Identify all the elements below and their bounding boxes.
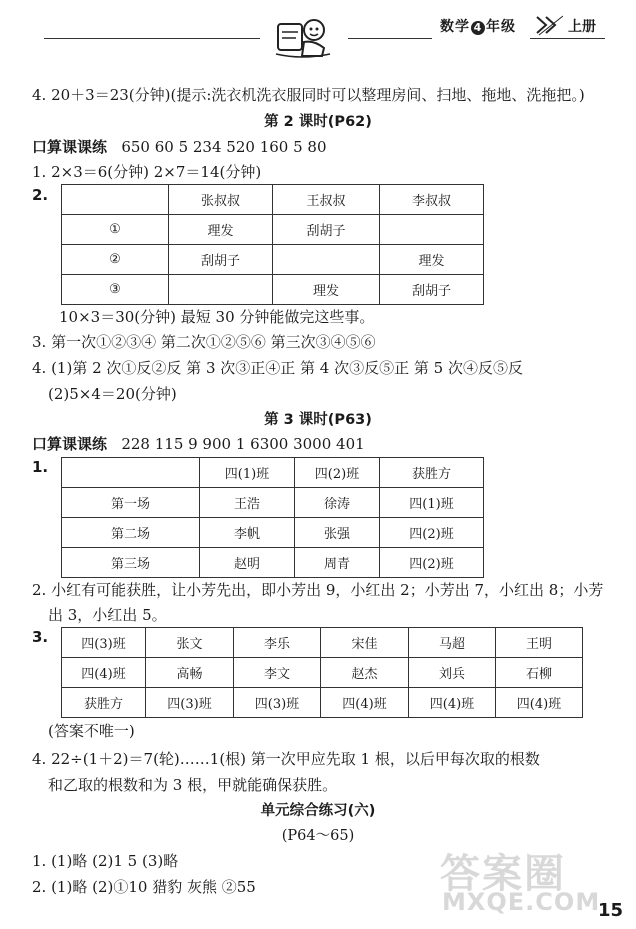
lesson-2-question-1: 1. 2×3＝6(分钟) 2×7＝14(分钟): [32, 163, 262, 181]
table-cell: 李帆: [200, 518, 295, 548]
haircut-schedule-table: [61, 184, 484, 305]
table-cell: 周青: [295, 548, 380, 578]
match-result-table: [61, 457, 484, 578]
table-cell: 张叔叔: [169, 185, 273, 215]
table-cell: 王明: [496, 628, 583, 658]
table-cell: 第一场: [62, 488, 200, 518]
table-cell: [273, 245, 380, 275]
table-row: [62, 488, 484, 518]
lesson-3-question-4-part-1: 4. 22÷(1＋2)＝7(轮)……1(根) 第一次甲应先取 1 根，以后甲每次取的根数: [32, 750, 540, 768]
oral-practice-values: 228 115 9 900 1 6300 3000 401: [121, 435, 365, 453]
lesson-3-question-2-part-2: 出 3，小红出 5。: [48, 606, 167, 624]
lesson-2-question-4-part-1: 4. (1)第 2 次①反②反 第 3 次③正④正 第 4 次③反⑤正 第 5 次④反⑤反: [32, 359, 523, 377]
table-row: [62, 245, 484, 275]
watermark-brand: 答案圈: [440, 851, 566, 897]
table-cell: 李文: [234, 658, 321, 688]
table-row: [62, 548, 484, 578]
lesson-3-question-3-note: (答案不唯一): [48, 722, 135, 740]
table-cell: 理发: [169, 215, 273, 245]
table-cell: 四(2)班: [380, 518, 484, 548]
header-rule-left: [44, 38, 260, 39]
table-cell: 刘兵: [409, 658, 496, 688]
table-cell: 四(2)班: [380, 548, 484, 578]
table-cell: 四(3)班: [146, 688, 234, 718]
table-cell: [62, 458, 200, 488]
header-rule-right: [348, 38, 432, 39]
table-cell: 李叔叔: [380, 185, 484, 215]
table-cell: 张文: [146, 628, 234, 658]
table-cell: 马超: [409, 628, 496, 658]
unit-review-pages: (P64～65): [281, 828, 355, 844]
section-title-lesson-2: 第 2 课时(P62): [264, 114, 372, 130]
oral-practice-lesson-3: [32, 433, 365, 454]
unit-review-question-2: 2. (1)略 (2)①10 猎豹 灰熊 ②55: [32, 878, 256, 896]
table-cell: 高畅: [146, 658, 234, 688]
table-cell: 张强: [295, 518, 380, 548]
header-grade-suffix: 年级: [486, 19, 516, 35]
table-row: [62, 628, 583, 658]
table-cell: 四(1)班: [380, 488, 484, 518]
table-cell: 理发: [380, 245, 484, 275]
table-cell: ①: [62, 215, 169, 245]
lesson-2-question-4-part-2: (2)5×4＝20(分钟): [48, 385, 177, 403]
table-cell: 赵杰: [321, 658, 409, 688]
table-cell: 徐涛: [295, 488, 380, 518]
table-cell: 四(4)班: [496, 688, 583, 718]
table-cell: [380, 215, 484, 245]
page-number: 15: [598, 900, 624, 921]
table-cell: 获胜方: [380, 458, 484, 488]
table-cell: 宋佳: [321, 628, 409, 658]
table-cell: 四(4)班: [409, 688, 496, 718]
header-rule-under-volume: [530, 38, 605, 39]
header-grade-title: [440, 16, 516, 36]
table-cell: 四(3)班: [62, 628, 146, 658]
table-row: [62, 688, 583, 718]
table-cell: 赵明: [200, 548, 295, 578]
watermark-domain: MXQE.COM: [442, 888, 601, 916]
table-cell: 刮胡子: [169, 245, 273, 275]
answer-line-4-laundry: 4. 20＋3＝23(分钟)(提示:洗衣机洗衣服同时可以整理房间、扫地、拖地、洗拖把。): [32, 86, 585, 104]
section-title-lesson-3: 第 3 课时(P63): [264, 412, 372, 428]
table-row: [62, 275, 484, 305]
table-cell: 获胜方: [62, 688, 146, 718]
table-cell: 刮胡子: [273, 215, 380, 245]
lesson-3-question-1-number: 1.: [32, 458, 49, 476]
table-row: [62, 658, 583, 688]
table-cell: 王浩: [200, 488, 295, 518]
table-cell: 四(1)班: [200, 458, 295, 488]
table-cell: 刮胡子: [380, 275, 484, 305]
table-cell: 四(2)班: [295, 458, 380, 488]
table-header-row: [62, 185, 484, 215]
header-grade-number-badge: 4: [471, 21, 485, 35]
oral-practice-label: 口算课课练: [32, 138, 108, 156]
table-cell: 李乐: [234, 628, 321, 658]
table-cell: 石柳: [496, 658, 583, 688]
table-cell: 四(4)班: [321, 688, 409, 718]
site-watermark: [430, 842, 620, 920]
unit-review-question-1: 1. (1)略 (2)1 5 (3)略: [32, 852, 179, 870]
table-cell: ③: [62, 275, 169, 305]
unit-review-title: 单元综合练习(六): [260, 803, 376, 819]
player-matchup-table: [61, 627, 583, 718]
table-cell: 理发: [273, 275, 380, 305]
table-header-row: [62, 458, 484, 488]
lesson-3-question-3-number: 3.: [32, 628, 49, 646]
header-volume: 上册: [568, 19, 596, 35]
lesson-3-question-2-part-1: 2. 小红有可能获胜，让小芳先出，即小芳出 9，小红出 2；小芳出 7，小红出 8；小芳: [32, 581, 604, 599]
table-cell: 四(4)班: [62, 658, 146, 688]
table-row: [62, 215, 484, 245]
table-row: [62, 518, 484, 548]
oral-practice-label: 口算课课练: [32, 435, 108, 453]
table-cell: 王叔叔: [273, 185, 380, 215]
lesson-2-question-3: 3. 第一次①②③④ 第二次①②⑤⑥ 第三次③④⑤⑥: [32, 333, 376, 351]
header-subject: 数学: [440, 19, 470, 35]
lesson-2-question-2-number: 2.: [32, 186, 49, 204]
lesson-3-question-4-part-2: 和乙取的根数和为 3 根，甲就能确保获胜。: [48, 776, 338, 794]
table-cell: 四(3)班: [234, 688, 321, 718]
reading-child-logo-icon: [272, 14, 334, 60]
lesson-2-question-2-answer: 10×3＝30(分钟) 最短 30 分钟能做完这些事。: [59, 308, 375, 326]
double-chevron-icon: [535, 14, 563, 36]
oral-practice-lesson-2: [32, 136, 327, 157]
table-cell: ②: [62, 245, 169, 275]
table-cell: [62, 185, 169, 215]
table-cell: 第二场: [62, 518, 200, 548]
table-cell: 第三场: [62, 548, 200, 578]
oral-practice-values: 650 60 5 234 520 160 5 80: [121, 138, 327, 156]
table-cell: [169, 275, 273, 305]
